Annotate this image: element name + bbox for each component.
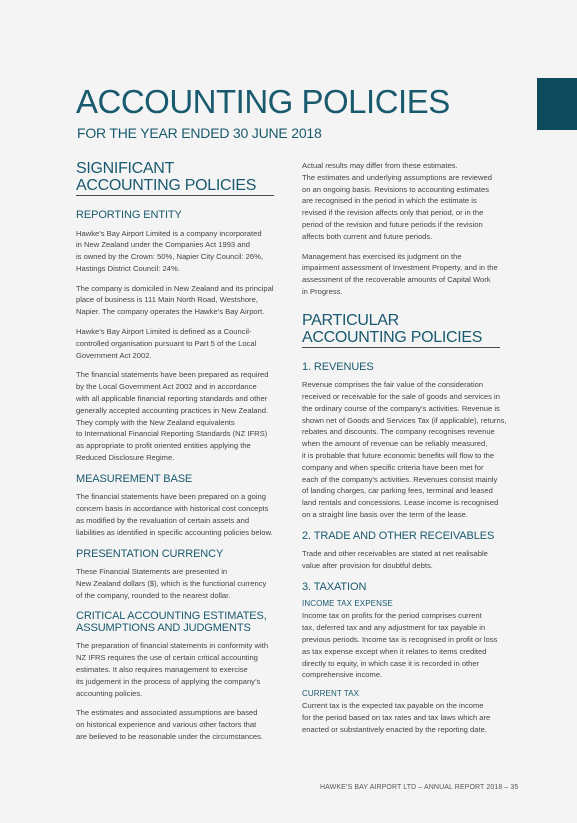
text-line: to International Financial Reporting Standards (NZ IFRS) [76,429,268,439]
paragraph [302,251,500,298]
heading-income-tax-expense: INCOME TAX EXPENSE [302,599,393,609]
text-line: The estimates and underlying assumptions are reviewed [302,172,492,182]
text-line: The company is domiciled in New Zealand and its principal [76,283,274,293]
text-line: directly to equity, in which case it is recorded in other [302,658,480,668]
text-line: as modified by the revaluation of certain assets and [76,515,250,525]
heading-current-tax: CURRENT TAX [302,689,360,699]
text-line: Napier. The company operates the Hawke’s Bay Airport. [76,307,265,317]
text-line: controlled organisation pursuant to Part 5 of the Local [76,338,257,348]
text-line: These Financial Statements are presented in [76,567,228,577]
text-line: period of the revision and future periods if the revision [302,219,483,229]
text-line: SIGNIFICANT [76,160,175,177]
paragraph [76,707,274,742]
text-line: accounting policies. [76,688,143,698]
paragraph [76,283,274,318]
page-title: ACCOUNTING POLICIES [76,83,450,120]
text-line: ACCOUNTING POLICIES [302,328,483,346]
paragraph [76,491,274,538]
heading-receivables: 2. TRADE AND OTHER RECEIVABLES [302,529,495,542]
left-column [76,160,274,751]
text-line: PARTICULAR [302,311,399,329]
section-title-particular [302,312,500,348]
text-line: NZ IFRS requires the use of certain critical accounting [76,653,258,663]
text-line: Government Act 2002. [76,350,152,360]
text-line: Revenue comprises the fair value of the consideration [302,380,484,390]
text-line: place of business is 111 Main North Road, Westshore, [76,295,258,305]
heading-critical-estimates [76,611,274,634]
text-line: The financial statements have been prepared on a going [76,492,266,502]
paragraph [302,379,507,521]
text-line: when the amount of revenue can be reliably measured, [302,439,488,449]
text-line: Trade and other receivables are stated at net realisable [302,549,488,559]
text-line: Current tax is the expected tax payable on the income [302,701,484,711]
text-line: its judgement in the process of applying the company’s [76,676,261,686]
text-line: land rentals and concessions. Lease income is recognised [302,498,499,508]
text-line: estimates. It also requires management to exercise [76,665,248,675]
text-line: as appropriate to profit oriented entities applying the [76,441,251,451]
text-line: in Progress. [302,286,343,296]
right-column [302,160,507,744]
paragraph [76,326,274,361]
text-line: on an ongoing basis. Revisions to accounting estimates [302,184,490,194]
text-line: enacted or substantively enacted by the reporting date. [302,724,487,734]
text-line: Hawke’s Bay Airport Limited is a company incorporated [76,228,262,238]
text-line: each of the company’s activities. Revenues consist mainly [302,474,498,484]
paragraph [76,369,274,463]
text-line: Management has exercised its judgment on the [302,251,462,261]
text-line: tax, deferred tax and any adjustment for tax payable in [302,623,486,633]
text-line: ASSUMPTIONS AND JUDGMENTS [76,621,251,634]
text-line: The financial statements have been prepared as required [76,370,269,380]
paragraph [302,610,500,681]
paragraph [302,700,500,735]
heading-presentation-currency: PRESENTATION CURRENCY [76,547,224,560]
text-line: on historical experience and various other factors that [76,720,257,730]
text-line: liabilities as identified in specific accounting policies below. [76,527,273,537]
text-line: Reduced Disclosure Regime. [76,453,175,463]
text-line: of landing charges, car parking fees, terminal and leased [302,486,493,496]
heading-revenues: 1. REVENUES [302,360,374,373]
text-line: shown net of Goods and Services Tax (if applicable), returns, [302,415,507,425]
text-line: comprehensive income. [302,670,383,680]
text-line: it is probable that future economic benefits will flow to the [302,451,495,461]
paragraph [302,160,500,243]
text-line: affects both current and future periods. [302,231,433,241]
text-line: Actual results may differ from these estimates. [302,161,458,170]
paragraph [76,640,274,699]
text-line: are recognised in the period in which the estimate is [302,196,477,206]
paragraph [76,228,274,275]
text-line: previous periods. Income tax is recognised in profit or loss [302,635,498,645]
text-line: value after provision for doubtful debts. [302,561,433,571]
text-line: generally accepted accounting practices in New Zealand. [76,405,269,415]
text-line: the ordinary course of the company’s activities. Revenue is [302,403,500,413]
heading-reporting-entity: REPORTING ENTITY [76,209,182,221]
heading-taxation: 3. TAXATION [302,580,367,593]
text-line: by the Local Government Act 2002 and in accordance [76,382,257,392]
text-line: ACCOUNTING POLICIES [76,177,257,194]
text-line: received or receivable for the sale of goods and services in [302,392,500,402]
paragraph [302,548,500,572]
text-line: assessment of the recoverable amounts of Capital Work [302,275,491,285]
text-line: Hawke’s Bay Airport Limited is defined as a Council- [76,327,252,337]
text-line: of the company, rounded to the nearest dollar. [76,590,231,600]
text-line: for the period based on tax rates and tax laws which are [302,713,491,722]
text-line: is owned by the Crown: 50%, Napier City Council: 26%, [76,252,263,262]
text-line: New Zealand dollars ($), which is the functional currency [76,578,267,588]
section-tab-marker [537,78,577,130]
text-line: in New Zealand under the Companies Act 1993 and [76,240,250,250]
text-line: are believed to be reasonable under the circumstances. [76,732,264,741]
text-line: as tax expense except when it relates to items credited [302,646,487,656]
page-footer: HAWKE’S BAY AIRPORT LTD – ANNUAL REPORT 2018 – 35 [320,784,519,791]
text-line: The preparation of financial statements in conformity with [76,641,269,651]
text-line: They comply with the New Zealand equivalents [76,417,235,427]
heading-measurement-base: MEASUREMENT BASE [76,472,193,485]
text-line: on a straight line basis over the term of the lease. [302,510,468,520]
paragraph [76,566,274,601]
text-line: with all applicable financial reporting standards and other [76,394,268,404]
text-line: Hastings District Council: 24%. [76,263,180,273]
page-subtitle: FOR THE YEAR ENDED 30 JUNE 2018 [77,125,322,141]
text-line: Income tax on profits for the period comprises current [302,611,482,621]
text-line: concern basis in accordance with historical cost concepts [76,504,269,514]
text-line: The estimates and associated assumptions are based [76,708,258,718]
text-line: impairment assessment of Investment Property, and in the [302,263,498,273]
text-line: CRITICAL ACCOUNTING ESTIMATES, [76,610,267,623]
text-line: rebates and discounts. The company recognises revenue [302,427,495,437]
section-title-significant [76,160,274,196]
text-line: company and when specific criteria have been met for [302,462,484,472]
text-line: revised if the revision affects only that period, or in the [302,208,484,218]
